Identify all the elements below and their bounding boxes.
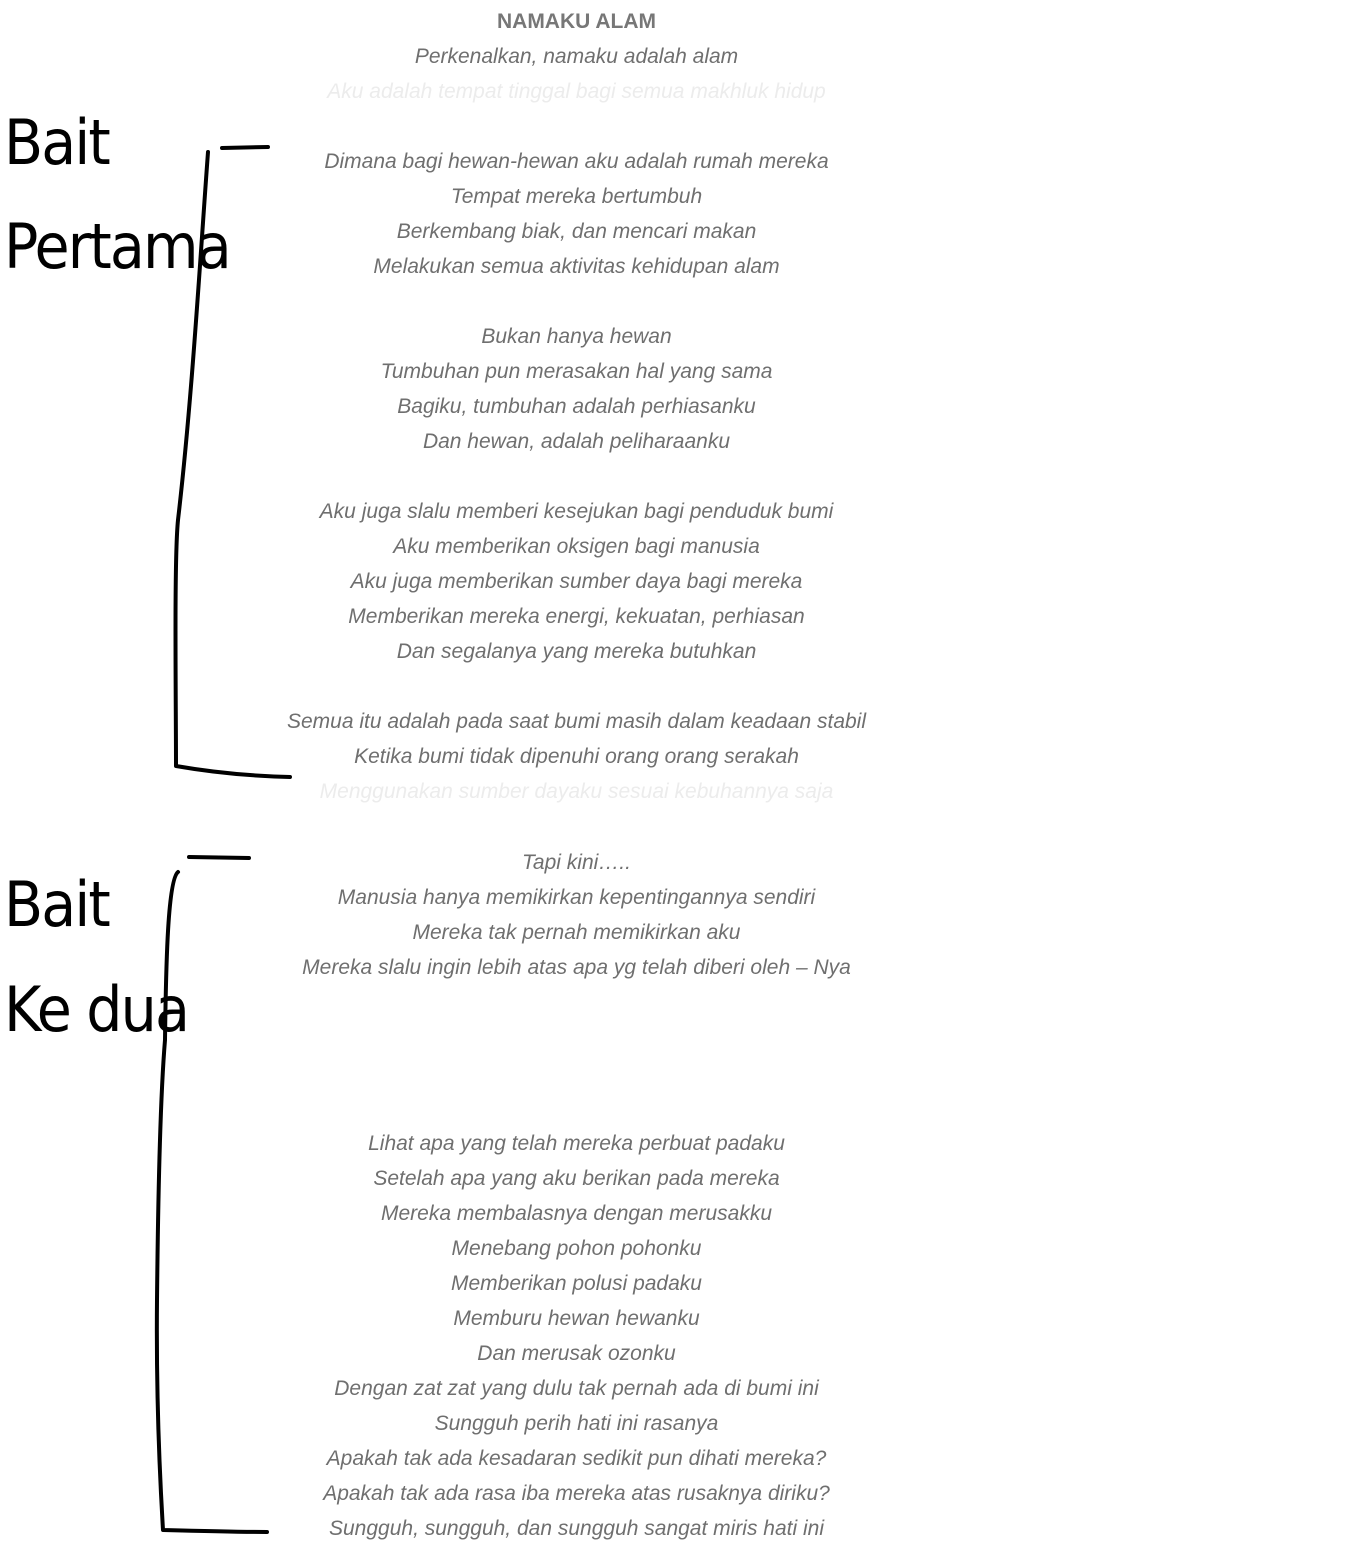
poem-line: Manusia hanya memikirkan kepentingannya sendiri (337, 886, 816, 909)
poem-line: Ketika bumi tidak dipenuhi orang orang serakah (354, 745, 799, 768)
poem-line: Tumbuhan pun merasakan hal yang sama (380, 360, 773, 383)
poem-line-faded: Aku adalah tempat tinggal bagi semua makhluk hidup (327, 80, 826, 103)
poem-line: Melakukan semua aktivitas kehidupan alam (373, 255, 780, 278)
annotation-bait-pertama-line2: Pertama (4, 210, 230, 283)
poem-line: Mereka membalasnya dengan merusakku (380, 1202, 773, 1225)
annotation-bait-kedua-line2: Ke dua (4, 973, 189, 1046)
poem-line: Bukan hanya hewan (481, 325, 672, 348)
poem-line: Bagiku, tumbuhan adalah perhiasanku (397, 395, 756, 418)
poem-line: Dan hewan, adalah peliharaanku (422, 430, 731, 453)
poem-line: Sungguh perih hati ini rasanya (434, 1412, 719, 1435)
poem-line: Mereka tak pernah memikirkan aku (412, 921, 741, 944)
poem-line: Berkembang biak, dan mencari makan (396, 220, 757, 243)
poem-title: NAMAKU ALAM (496, 10, 657, 33)
poem-line: Dengan zat zat yang dulu tak pernah ada di bumi ini (334, 1377, 819, 1400)
poem-line: Memburu hewan hewanku (453, 1307, 700, 1330)
poem-line: Mereka slalu ingin lebih atas apa yg telah diberi oleh – Nya (302, 956, 851, 979)
poem-line: Tempat mereka bertumbuh (450, 185, 703, 208)
poem-line: Aku juga memberikan sumber daya bagi mereka (350, 570, 803, 593)
poem-line: Lihat apa yang telah mereka perbuat padaku (368, 1132, 785, 1155)
poem-line: Menebang pohon pohonku (451, 1237, 702, 1260)
bracket-bait-kedua (157, 857, 267, 1532)
poem-line: Aku memberikan oksigen bagi manusia (393, 535, 760, 558)
poem-line: Dan merusak ozonku (477, 1342, 676, 1365)
poem-line-faded: Menggunakan sumber dayaku sesuai kebuhannya saja (319, 780, 834, 803)
bracket-bait-pertama (176, 147, 291, 777)
poem-line: Dan segalanya yang mereka butuhkan (396, 640, 757, 663)
poem-line: Dimana bagi hewan-hewan aku adalah rumah mereka (324, 150, 829, 173)
poem-line: Setelah apa yang aku berikan pada mereka (373, 1167, 780, 1190)
poem-line: Apakah tak ada rasa iba mereka atas rusaknya diriku? (323, 1482, 830, 1505)
poem-line: Semua itu adalah pada saat bumi masih dalam keadaan stabil (286, 710, 867, 733)
poem-line: Tapi kini….. (522, 851, 631, 874)
annotation-bait-kedua-line1: Bait (4, 868, 109, 941)
annotation-bait-pertama-line1: Bait (4, 106, 109, 179)
poem-line: Memberikan mereka energi, kekuatan, perhiasan (348, 605, 805, 628)
poem-line: Apakah tak ada kesadaran sedikit pun dihati mereka? (326, 1447, 827, 1470)
poem-line: Perkenalkan, namaku adalah alam (414, 45, 739, 68)
poem-line: Sungguh, sungguh, dan sungguh sangat miris hati ini (328, 1517, 825, 1540)
poem-line: Aku juga slalu memberi kesejukan bagi penduduk bumi (319, 500, 834, 523)
poem-line: Memberikan polusi padaku (451, 1272, 702, 1295)
